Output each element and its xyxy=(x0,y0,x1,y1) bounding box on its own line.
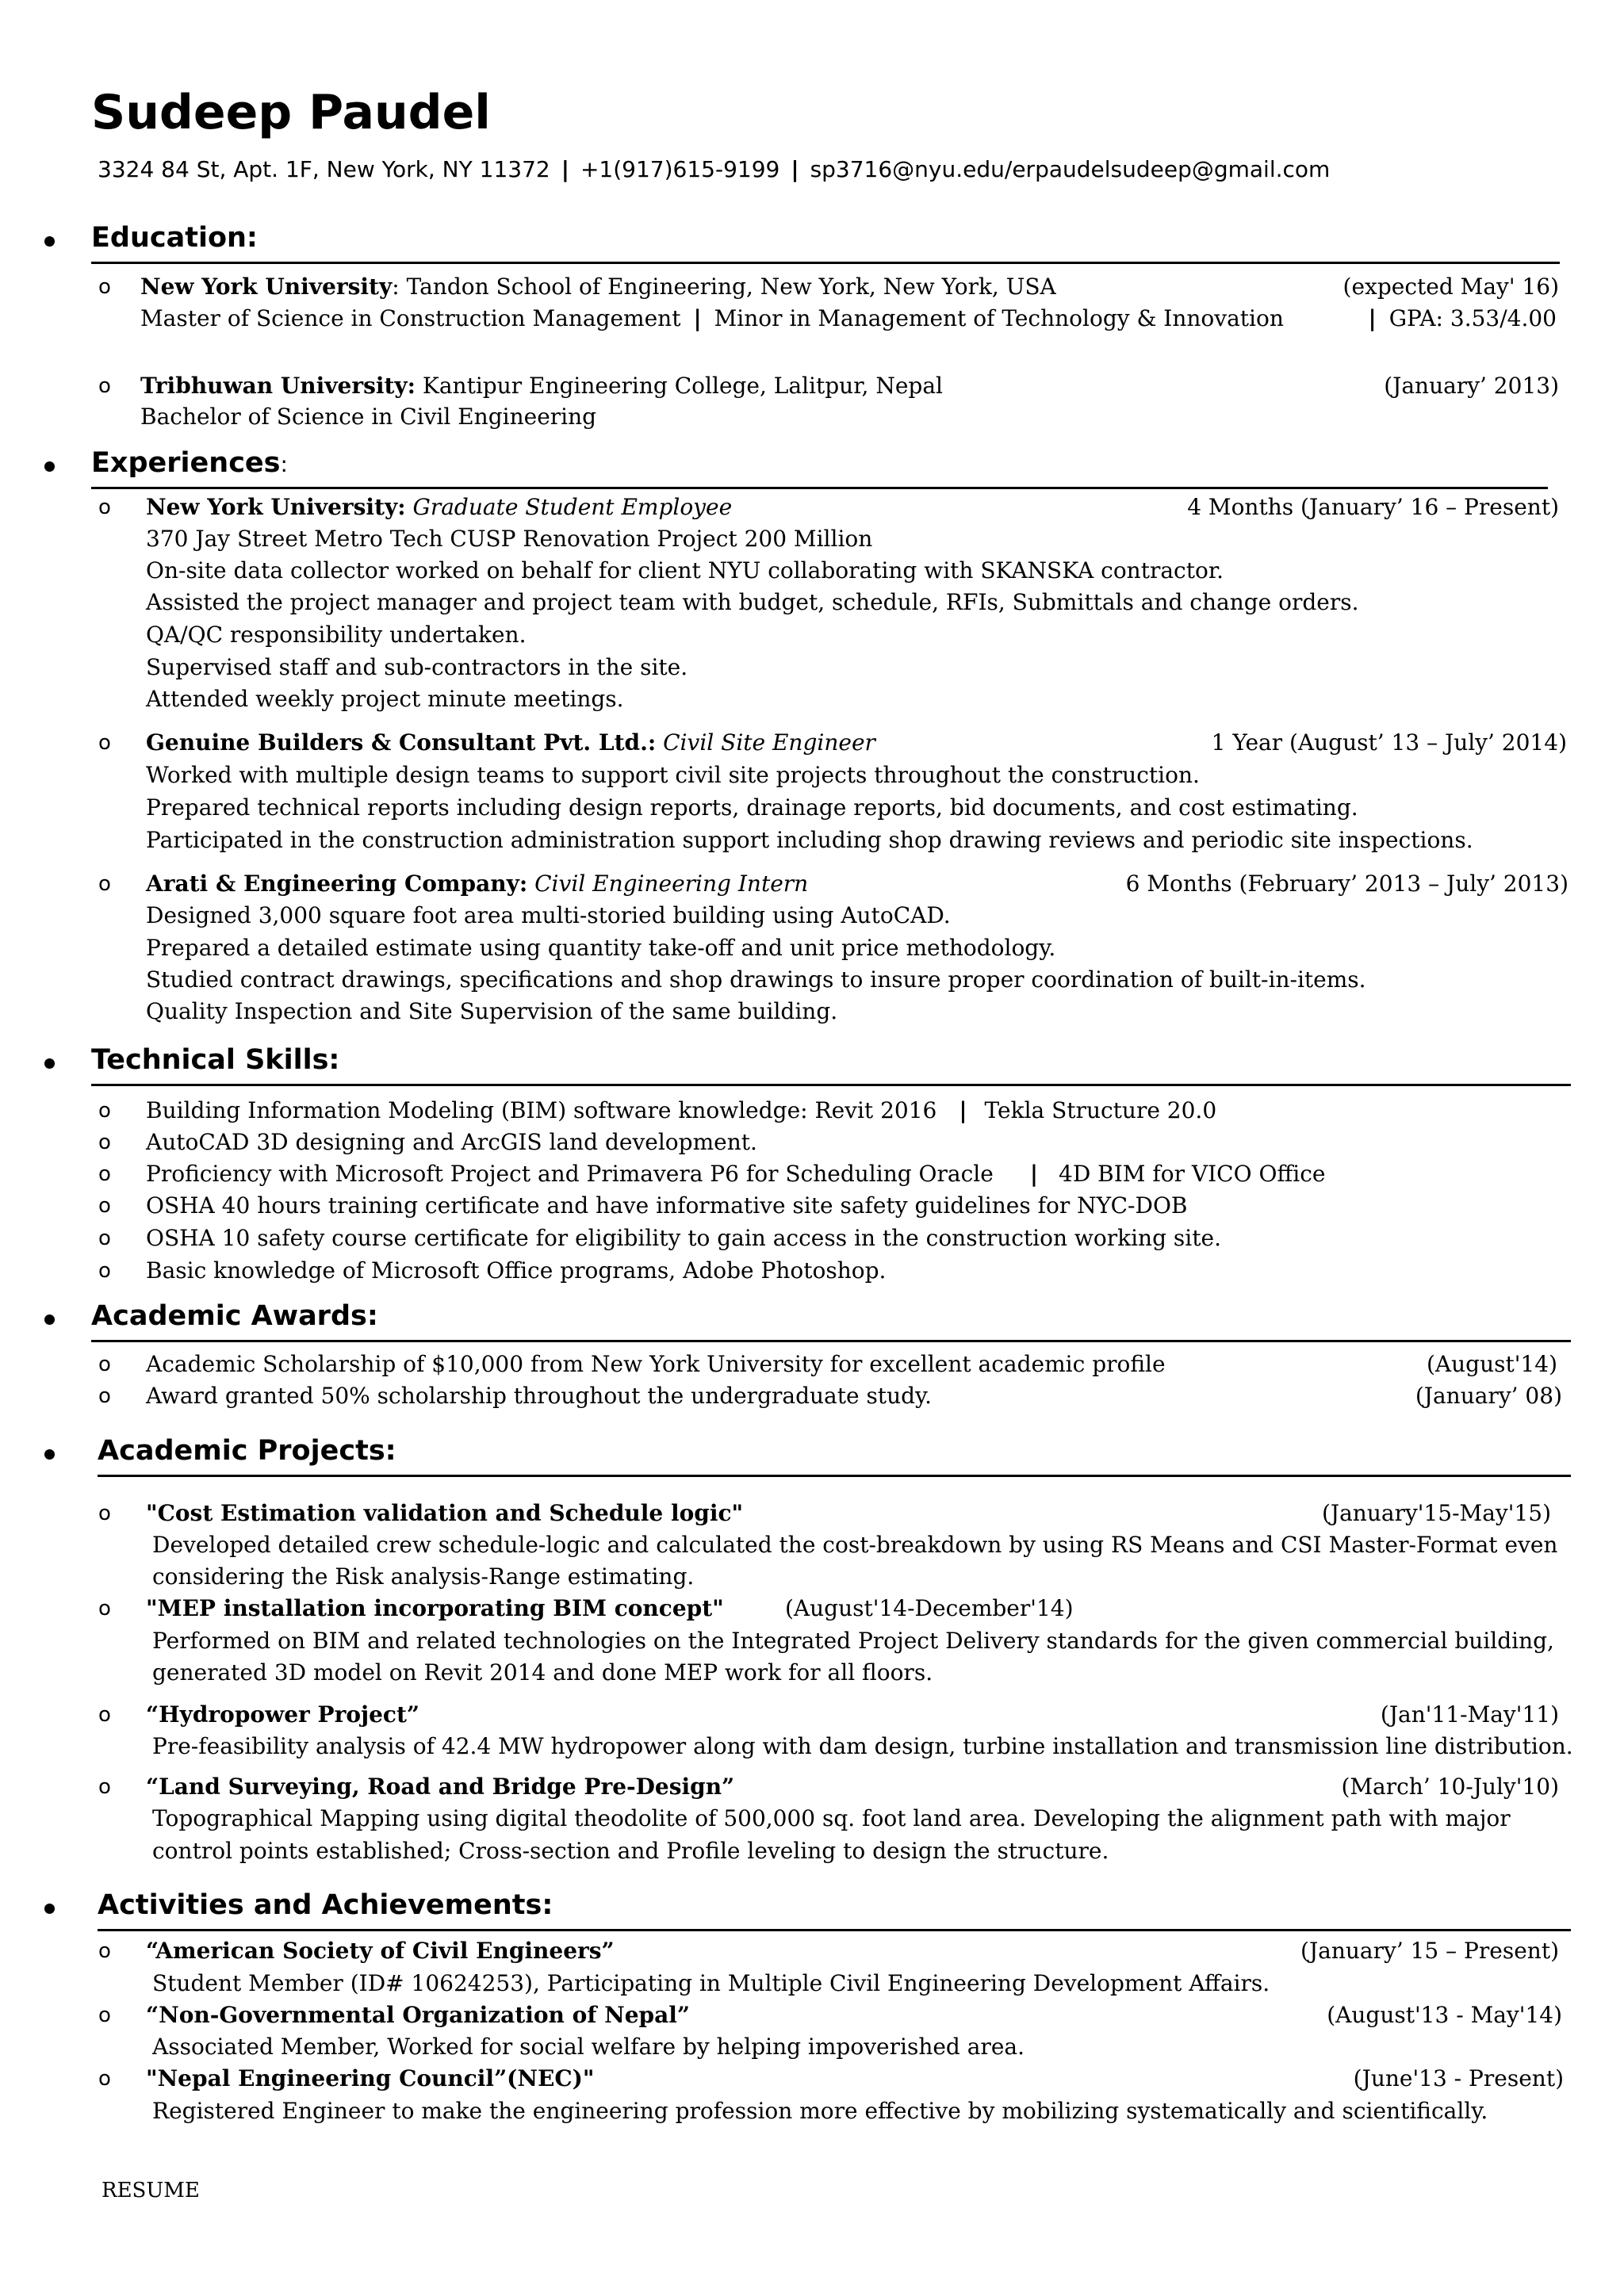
sub-bullet-icon: o xyxy=(98,872,111,896)
section-title: Technical Skills: xyxy=(91,1044,340,1076)
education-date-2: (January’ 2013) xyxy=(1384,373,1559,399)
sub-bullet-icon: o xyxy=(98,496,111,519)
project-date: (August'14-December'14) xyxy=(785,1595,1074,1621)
activity-date: (June'13 - Present) xyxy=(1353,2065,1564,2091)
experience-line: Prepared a detailed estimate using quantity take-off and unit price methodology. xyxy=(146,935,1056,961)
section-rule xyxy=(91,1340,1571,1342)
section-title: Academic Projects: xyxy=(98,1435,396,1467)
experience-line: Studied contract drawings, specifications and shop drawings to insure proper coordination of built-in-items. xyxy=(146,966,1366,993)
experience-date-1: 4 Months (January’ 16 – Present) xyxy=(1187,494,1559,520)
address: 3324 84 St, Apt. 1F, New York, NY 11372 xyxy=(98,156,550,182)
experience-date-2: 1 Year (August’ 13 – July’ 2014) xyxy=(1211,729,1567,756)
skill-item: AutoCAD 3D designing and ArcGIS land development. xyxy=(146,1129,757,1155)
sub-bullet-icon: o xyxy=(98,1597,111,1621)
experience-line: QA/QC responsibility undertaken. xyxy=(146,622,527,648)
section-title: Activities and Achievements: xyxy=(98,1889,553,1921)
education-degree-1: Master of Science in Construction Management | Minor in Management of Technology & Innovation xyxy=(140,305,1284,331)
project-line: Developed detailed crew schedule-logic and calculated the cost-breakdown by using RS Means and CSI Master-Format even xyxy=(152,1532,1558,1558)
project-date: (Jan'11-May'11) xyxy=(1380,1701,1559,1728)
education-gpa: | GPA: 3.53/4.00 xyxy=(1368,305,1557,331)
sub-bullet-icon: o xyxy=(98,1226,111,1250)
section-rule xyxy=(91,487,1548,489)
activity-date: (August'13 - May'14) xyxy=(1327,2002,1562,2028)
bullet-icon xyxy=(44,1058,55,1069)
activity-title: “American Society of Civil Engineers” xyxy=(146,1938,615,1964)
experience-line: Assisted the project manager and project team with budget, schedule, RFIs, Submittals and change orders. xyxy=(146,589,1359,615)
sub-bullet-icon: o xyxy=(98,1131,111,1154)
section-activities xyxy=(0,1889,1624,1935)
section-rule xyxy=(98,1929,1571,1931)
phone: +1(917)615-9199 xyxy=(580,156,780,182)
bullet-icon xyxy=(44,461,55,472)
experience-line: Worked with multiple design teams to support civil site projects throughout the construction. xyxy=(146,762,1200,788)
experience-heading-1: New York University: Graduate Student Employee xyxy=(146,494,733,520)
skill-item: OSHA 40 hours training certificate and have informative site safety guidelines for NYC-DOB xyxy=(146,1192,1188,1219)
skill-item: Basic knowledge of Microsoft Office programs, Adobe Photoshop. xyxy=(146,1257,887,1284)
contact-line xyxy=(98,156,1330,182)
project-line: Pre-feasibility analysis of 42.4 MW hydropower along with dam design, turbine installation and transmission line distribution. xyxy=(152,1733,1573,1759)
section-experiences xyxy=(0,447,1624,493)
section-title: Education: xyxy=(91,222,258,254)
project-date: (January'15-May'15) xyxy=(1321,1500,1551,1526)
experience-line: Designed 3,000 square foot area multi-storied building using AutoCAD. xyxy=(146,902,951,928)
bullet-icon xyxy=(44,1449,55,1460)
project-line: considering the Risk analysis-Range estimating. xyxy=(152,1563,695,1590)
sub-bullet-icon: o xyxy=(98,1703,111,1727)
project-line: generated 3D model on Revit 2014 and done MEP work for all floors. xyxy=(152,1659,933,1686)
sub-bullet-icon: o xyxy=(98,1353,111,1376)
bullet-icon xyxy=(44,1904,55,1914)
sub-bullet-icon: o xyxy=(98,1259,111,1283)
project-line: control points established; Cross-section and Profile leveling to design the structure. xyxy=(152,1838,1109,1864)
sub-bullet-icon: o xyxy=(98,1162,111,1186)
section-technical-skills xyxy=(0,1044,1624,1090)
experience-heading-2: Genuine Builders & Consultant Pvt. Ltd.: Civil Site Engineer xyxy=(146,729,875,756)
skill-item: Building Information Modeling (BIM) software knowledge: Revit 2016 | Tekla Structure 20.0 xyxy=(146,1097,1217,1123)
experience-line: Prepared technical reports including design reports, drainage reports, bid documents, and cost estimating. xyxy=(146,794,1358,821)
experience-heading-3: Arati & Engineering Company: Civil Engineering Intern xyxy=(146,871,809,897)
education-degree-2: Bachelor of Science in Civil Engineering xyxy=(140,404,597,430)
experience-line: Attended weekly project minute meetings. xyxy=(146,686,624,712)
experience-line: Participated in the construction administration support including shop drawing reviews and periodic site inspections. xyxy=(146,827,1473,853)
project-title: “Land Surveying, Road and Bridge Pre-Design” xyxy=(146,1774,735,1800)
sub-bullet-icon: o xyxy=(98,1775,111,1799)
section-rule xyxy=(91,262,1560,264)
skill-item: Proficiency with Microsoft Project and Primavera P6 for Scheduling Oracle | 4D BIM for VICO Office xyxy=(146,1161,1326,1187)
activity-line: Student Member (ID# 10624253), Participating in Multiple Civil Engineering Development Affairs. xyxy=(152,1970,1270,1996)
activity-title: "Nepal Engineering Council”(NEC)" xyxy=(146,2065,595,2091)
section-education xyxy=(0,222,1624,268)
footer-label: RESUME xyxy=(102,2179,200,2202)
section-academic-awards xyxy=(0,1300,1624,1346)
sub-bullet-icon: o xyxy=(98,1502,111,1525)
section-rule xyxy=(98,1475,1571,1477)
experience-line: On-site data collector worked on behalf for client NYU collaborating with SKANSKA contractor. xyxy=(146,557,1224,584)
section-title: Experiences: xyxy=(91,447,288,479)
sub-bullet-icon: o xyxy=(98,374,111,398)
separator: | xyxy=(791,156,799,182)
sub-bullet-icon: o xyxy=(98,1099,111,1123)
experience-line: Quality Inspection and Site Supervision of the same building. xyxy=(146,998,838,1024)
project-title: "MEP installation incorporating BIM concept" xyxy=(146,1595,724,1621)
section-rule xyxy=(91,1084,1571,1086)
activity-line: Registered Engineer to make the engineering profession more effective by mobilizing systematically and scientifically. xyxy=(152,2098,1488,2124)
sub-bullet-icon: o xyxy=(98,1194,111,1218)
education-item-1: New York University: Tandon School of Engineering, New York, New York, USA xyxy=(140,274,1056,300)
experience-date-3: 6 Months (February’ 2013 – July’ 2013) xyxy=(1125,871,1568,897)
section-title: Academic Awards: xyxy=(91,1300,378,1332)
bullet-icon xyxy=(44,236,55,247)
sub-bullet-icon: o xyxy=(98,275,111,299)
experience-line: Supervised staff and sub-contractors in the site. xyxy=(146,654,688,680)
project-line: Performed on BIM and related technologies on the Integrated Project Delivery standards for the given commercial building, xyxy=(152,1628,1554,1654)
activity-line: Associated Member, Worked for social welfare by helping impoverished area. xyxy=(152,2034,1025,2060)
sub-bullet-icon: o xyxy=(98,2003,111,2027)
project-title: “Hydropower Project” xyxy=(146,1701,420,1728)
section-academic-projects xyxy=(0,1435,1624,1481)
education-item-2: Tribhuwan University: Kantipur Engineering College, Lalitpur, Nepal xyxy=(140,373,943,399)
activity-date: (January’ 15 – Present) xyxy=(1300,1938,1559,1964)
candidate-name: Sudeep Paudel xyxy=(91,85,491,140)
separator: | xyxy=(561,156,569,182)
award-date: (January’ 08) xyxy=(1415,1383,1562,1409)
sub-bullet-icon: o xyxy=(98,731,111,755)
project-line: Topographical Mapping using digital theodolite of 500,000 sq. foot land area. Developing the alignment path with major xyxy=(152,1805,1511,1831)
education-date-1: (expected May' 16) xyxy=(1342,274,1559,300)
activity-title: “Non-Governmental Organization of Nepal” xyxy=(146,2002,690,2028)
experience-line: 370 Jay Street Metro Tech CUSP Renovation Project 200 Million xyxy=(146,526,873,552)
project-title: "Cost Estimation validation and Schedule logic" xyxy=(146,1500,744,1526)
award-item: Award granted 50% scholarship throughout the undergraduate study. xyxy=(146,1383,933,1409)
award-date: (August'14) xyxy=(1426,1351,1557,1377)
project-date: (March’ 10-July'10) xyxy=(1341,1774,1559,1800)
skill-item: OSHA 10 safety course certificate for eligibility to gain access in the construction working site. xyxy=(146,1225,1221,1251)
sub-bullet-icon: o xyxy=(98,1939,111,1963)
bullet-icon xyxy=(44,1314,55,1325)
sub-bullet-icon: o xyxy=(98,2067,111,2091)
sub-bullet-icon: o xyxy=(98,1384,111,1408)
email: sp3716@nyu.edu/erpaudelsudeep@gmail.com xyxy=(810,156,1331,182)
award-item: Academic Scholarship of $10,000 from New York University for excellent academic profile xyxy=(146,1351,1166,1377)
